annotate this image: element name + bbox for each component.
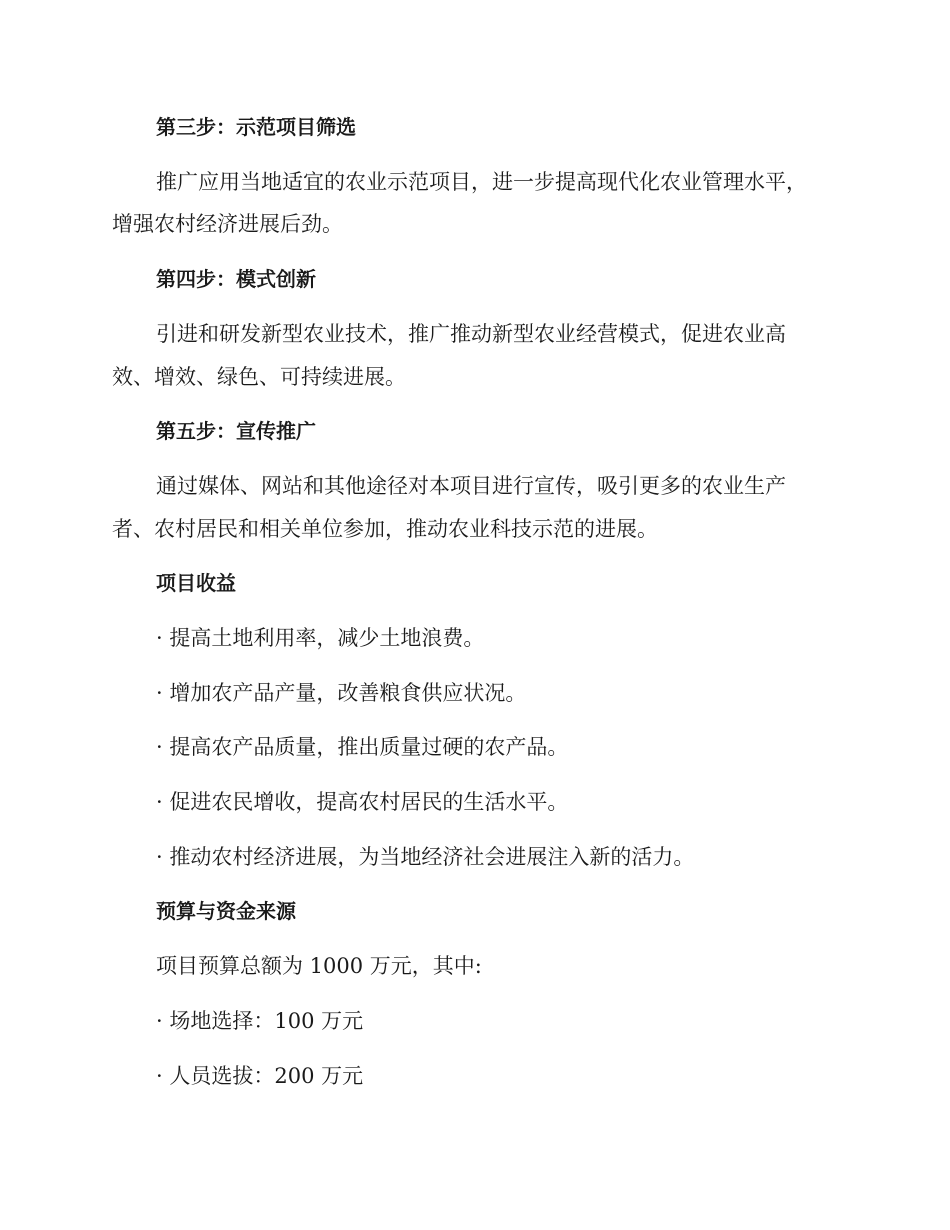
benefits-heading: 项目收益 [156, 571, 236, 595]
benefits-list-item: · 促进农民增收，提高农村居民的生活水平。 [156, 790, 569, 814]
step4-heading: 第四步：模式创新 [156, 267, 316, 291]
step3-paragraph-line-1: 推广应用当地适宜的农业示范项目，进一步提高现代化农业管理水平， [156, 170, 807, 194]
step5-paragraph-line-1: 通过媒体、网站和其他途径对本项目进行宣传，吸引更多的农业生产 [156, 474, 786, 498]
step4-paragraph-line-1: 引进和研发新型农业技术，推广推动新型农业经营模式，促进农业高 [156, 322, 786, 346]
benefits-list-item: · 提高土地利用率，减少土地浪费。 [156, 626, 485, 650]
step5-heading: 第五步：宣传推广 [156, 419, 316, 443]
benefits-list-item: · 增加农产品产量，改善粮食供应状况。 [156, 681, 527, 705]
step5-paragraph-line-2: 者、农村居民和相关单位参加，推动农业科技示范的进展。 [112, 517, 658, 541]
benefits-list-item: · 推动农村经济进展，为当地经济社会进展注入新的活力。 [156, 845, 695, 869]
step4-paragraph-line-2: 效、增效、绿色、可持续进展。 [112, 365, 406, 389]
step3-heading: 第三步：示范项目筛选 [156, 115, 356, 139]
step3-paragraph-line-2: 增强农村经济进展后劲。 [112, 212, 343, 236]
benefits-list-item: · 提高农产品质量，推出质量过硬的农产品。 [156, 735, 569, 759]
budget-list-item: · 场地选择：100 万元 [156, 1009, 364, 1033]
budget-list-item: · 人员选拔：200 万元 [156, 1064, 364, 1088]
budget-intro: 项目预算总额为 1000 万元，其中: [156, 954, 482, 978]
budget-heading: 预算与资金来源 [156, 899, 296, 923]
